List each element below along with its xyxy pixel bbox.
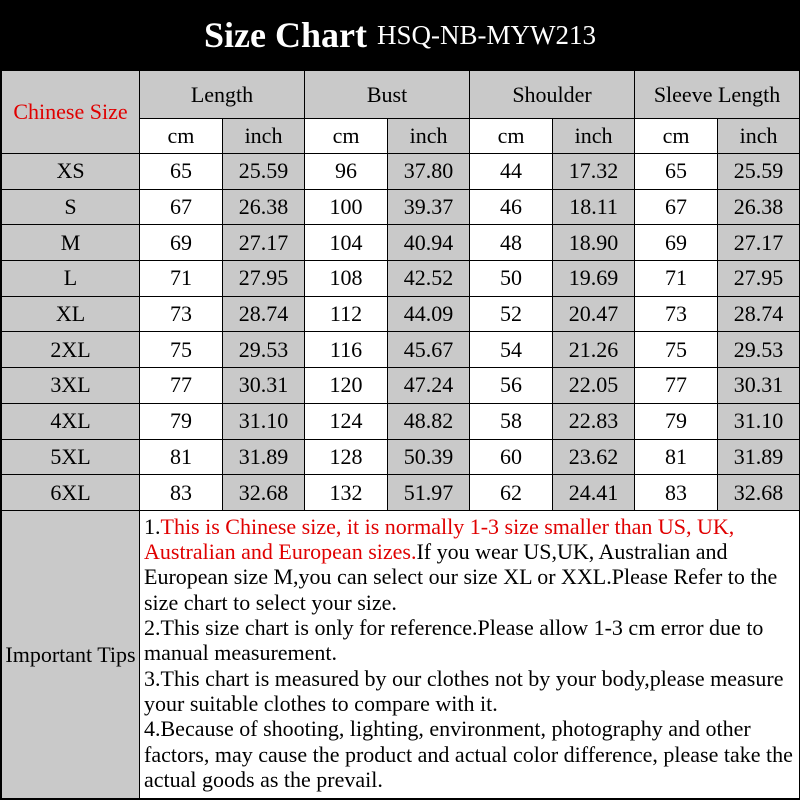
inch-value: 51.97 bbox=[388, 475, 470, 511]
cm-value: 62 bbox=[470, 475, 553, 511]
inch-value: 21.26 bbox=[553, 332, 635, 368]
size-label: 3XL bbox=[2, 368, 140, 404]
size-label: 2XL bbox=[2, 332, 140, 368]
inch-value: 27.17 bbox=[223, 225, 305, 261]
inch-value: 48.82 bbox=[388, 403, 470, 439]
cm-value: 81 bbox=[140, 439, 223, 475]
cm-value: 75 bbox=[140, 332, 223, 368]
inch-value: 22.83 bbox=[553, 403, 635, 439]
cm-value: 65 bbox=[140, 154, 223, 190]
cm-value: 73 bbox=[140, 296, 223, 332]
tip-1-number: 1. bbox=[144, 513, 161, 539]
tip-1 bbox=[144, 514, 795, 615]
inch-value: 27.95 bbox=[718, 261, 800, 297]
cm-value: 120 bbox=[305, 368, 388, 404]
cm-value: 71 bbox=[140, 261, 223, 297]
cm-value: 81 bbox=[635, 439, 718, 475]
cm-value: 96 bbox=[305, 154, 388, 190]
table-row bbox=[2, 439, 800, 475]
inch-value: 17.32 bbox=[553, 154, 635, 190]
cm-value: 83 bbox=[635, 475, 718, 511]
inch-value: 28.74 bbox=[223, 296, 305, 332]
inch-value: 28.74 bbox=[718, 296, 800, 332]
cm-value: 58 bbox=[470, 403, 553, 439]
product-code: HSQ-NB-MYW213 bbox=[376, 19, 596, 50]
cm-value: 69 bbox=[140, 225, 223, 261]
size-label: L bbox=[2, 261, 140, 297]
cm-value: 67 bbox=[140, 189, 223, 225]
tip-4: 4.Because of shooting, lighting, environment, photography and other factors, may cause the product and actual color difference, please take the actual goods as the prevail. bbox=[144, 716, 793, 792]
inch-value: 27.95 bbox=[223, 261, 305, 297]
cm-value: 48 bbox=[470, 225, 553, 261]
chinese-size-header: Chinese Size bbox=[2, 71, 140, 154]
cm-value: 60 bbox=[470, 439, 553, 475]
table-row bbox=[2, 261, 800, 297]
cm-value: 79 bbox=[140, 403, 223, 439]
unit-cm: cm bbox=[305, 119, 388, 154]
cm-value: 69 bbox=[635, 225, 718, 261]
inch-value: 44.09 bbox=[388, 296, 470, 332]
inch-value: 29.53 bbox=[223, 332, 305, 368]
inch-value: 30.31 bbox=[223, 368, 305, 404]
cm-value: 128 bbox=[305, 439, 388, 475]
inch-value: 31.10 bbox=[718, 403, 800, 439]
tip-2: 2.This size chart is only for reference.Please allow 1-3 cm error due to manual measurement. bbox=[144, 615, 764, 666]
cm-value: 44 bbox=[470, 154, 553, 190]
title-bar bbox=[0, 0, 800, 70]
unit-inch: inch bbox=[388, 119, 470, 154]
cm-value: 77 bbox=[140, 368, 223, 404]
cm-value: 77 bbox=[635, 368, 718, 404]
length-header: Length bbox=[140, 71, 305, 119]
cm-value: 79 bbox=[635, 403, 718, 439]
inch-value: 25.59 bbox=[223, 154, 305, 190]
inch-value: 24.41 bbox=[553, 475, 635, 511]
tip-1-warning: This is Chinese size, it is normally 1-3 size smaller than US, UK, Australian and European sizes. bbox=[144, 513, 735, 565]
cm-value: 112 bbox=[305, 296, 388, 332]
unit-cm: cm bbox=[470, 119, 553, 154]
cm-value: 132 bbox=[305, 475, 388, 511]
unit-inch: inch bbox=[553, 119, 635, 154]
cm-value: 65 bbox=[635, 154, 718, 190]
table-row bbox=[2, 225, 800, 261]
size-label: 6XL bbox=[2, 475, 140, 511]
inch-value: 29.53 bbox=[718, 332, 800, 368]
size-label: XS bbox=[2, 154, 140, 190]
cm-value: 73 bbox=[635, 296, 718, 332]
tip-3: 3.This chart is measured by our clothes not by your body,please measure your suitable clothes to compare with it. bbox=[144, 665, 784, 716]
inch-value: 25.59 bbox=[718, 154, 800, 190]
inch-value: 32.68 bbox=[223, 475, 305, 511]
inch-value: 40.94 bbox=[388, 225, 470, 261]
cm-value: 56 bbox=[470, 368, 553, 404]
cm-value: 75 bbox=[635, 332, 718, 368]
sleeve-length-header: Sleeve Length bbox=[635, 71, 800, 119]
important-tips-label: Important Tips bbox=[2, 510, 140, 798]
cm-value: 116 bbox=[305, 332, 388, 368]
inch-value: 50.39 bbox=[388, 439, 470, 475]
inch-value: 27.17 bbox=[718, 225, 800, 261]
cm-value: 54 bbox=[470, 332, 553, 368]
size-label: 4XL bbox=[2, 403, 140, 439]
inch-value: 19.69 bbox=[553, 261, 635, 297]
inch-value: 23.62 bbox=[553, 439, 635, 475]
inch-value: 31.89 bbox=[223, 439, 305, 475]
cm-value: 83 bbox=[140, 475, 223, 511]
table-row bbox=[2, 296, 800, 332]
cm-value: 124 bbox=[305, 403, 388, 439]
size-label: XL bbox=[2, 296, 140, 332]
chart-title: Size Chart bbox=[204, 15, 367, 55]
inch-value: 42.52 bbox=[388, 261, 470, 297]
table-row bbox=[2, 154, 800, 190]
table-row bbox=[2, 475, 800, 511]
table-row bbox=[2, 332, 800, 368]
inch-value: 31.89 bbox=[718, 439, 800, 475]
inch-value: 32.68 bbox=[718, 475, 800, 511]
inch-value: 39.37 bbox=[388, 189, 470, 225]
inch-value: 20.47 bbox=[553, 296, 635, 332]
inch-value: 30.31 bbox=[718, 368, 800, 404]
shoulder-header: Shoulder bbox=[470, 71, 635, 119]
bust-header: Bust bbox=[305, 71, 470, 119]
inch-value: 26.38 bbox=[718, 189, 800, 225]
size-label: M bbox=[2, 225, 140, 261]
unit-cm: cm bbox=[140, 119, 223, 154]
table-row bbox=[2, 368, 800, 404]
inch-value: 18.11 bbox=[553, 189, 635, 225]
tip-1-rest: If you wear US,UK, Australian and European size M,you can select our size XL or XXL.Please Refer to the size chart to select your size. bbox=[144, 539, 778, 615]
inch-value: 37.80 bbox=[388, 154, 470, 190]
cm-value: 104 bbox=[305, 225, 388, 261]
cm-value: 100 bbox=[305, 189, 388, 225]
tips-text bbox=[140, 510, 800, 798]
inch-value: 22.05 bbox=[553, 368, 635, 404]
cm-value: 71 bbox=[635, 261, 718, 297]
cm-value: 52 bbox=[470, 296, 553, 332]
inch-value: 18.90 bbox=[553, 225, 635, 261]
unit-inch: inch bbox=[718, 119, 800, 154]
cm-value: 46 bbox=[470, 189, 553, 225]
size-rows bbox=[2, 154, 800, 511]
inch-value: 26.38 bbox=[223, 189, 305, 225]
inch-value: 45.67 bbox=[388, 332, 470, 368]
size-label: S bbox=[2, 189, 140, 225]
cm-value: 108 bbox=[305, 261, 388, 297]
size-label: 5XL bbox=[2, 439, 140, 475]
size-table bbox=[1, 70, 800, 799]
inch-value: 31.10 bbox=[223, 403, 305, 439]
inch-value: 47.24 bbox=[388, 368, 470, 404]
table-row bbox=[2, 189, 800, 225]
unit-cm: cm bbox=[635, 119, 718, 154]
cm-value: 67 bbox=[635, 189, 718, 225]
unit-inch: inch bbox=[223, 119, 305, 154]
table-row bbox=[2, 403, 800, 439]
cm-value: 50 bbox=[470, 261, 553, 297]
